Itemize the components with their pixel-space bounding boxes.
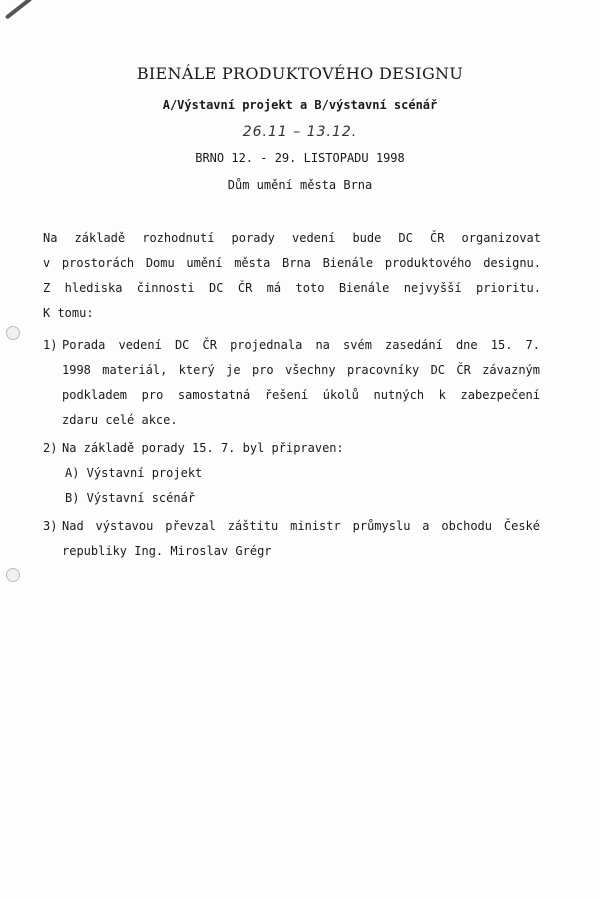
numbered-list: [43, 333, 543, 564]
intro-line: Na základě rozhodnutí porady vedení bude DC ČR organizovat: [43, 231, 541, 245]
handwritten-dates: 26.11 – 13.12.: [242, 124, 358, 140]
item-line: Porada vedení DC ČR projednala na svém zasedání dne 15. 7.: [62, 338, 540, 352]
document-title: BIENÁLE PRODUKTOVÉHO DESIGNU: [136, 64, 464, 83]
list-item: [43, 514, 543, 539]
event-dates: BRNO 12. - 29. LISTOPADU 1998: [195, 151, 405, 165]
intro-line: v prostorách Domu umění města Brna Bienále produktového designu.: [43, 256, 541, 270]
item-line: republiky Ing. Miroslav Grégr: [62, 544, 272, 558]
pen-mark: [5, 0, 33, 20]
punch-hole: [6, 568, 20, 582]
sub-item: B) Výstavní scénář: [65, 491, 196, 505]
punch-hole: [6, 326, 20, 340]
intro-line: Z hlediska činnosti DC ČR má toto Bienále nejvyšší prioritu.: [43, 281, 541, 295]
item-line: 1998 materiál, který je pro všechny pracovníky DC ČR závazným: [62, 363, 540, 377]
list-item: [43, 436, 543, 461]
sub-item: A) Výstavní projekt: [65, 466, 203, 480]
document-subtitle: A/Výstavní projekt a B/výstavní scénář: [162, 98, 438, 112]
item-line: podkladem pro samostatná řešení úkolů nutných k zabezpečení: [62, 388, 540, 402]
intro-paragraph: [43, 226, 541, 326]
intro-line: K tomu:: [43, 306, 94, 320]
item-number: 2): [43, 441, 58, 455]
item-line: zdaru celé akce.: [62, 413, 178, 427]
list-item: [43, 333, 543, 358]
item-line: Na základě porady 15. 7. byl připraven:: [62, 441, 344, 455]
item-number: 1): [43, 338, 58, 352]
event-venue: Dům umění města Brna: [227, 178, 373, 192]
item-line: Nad výstavou převzal záštitu ministr průmyslu a obchodu České: [62, 519, 540, 533]
item-number: 3): [43, 519, 58, 533]
